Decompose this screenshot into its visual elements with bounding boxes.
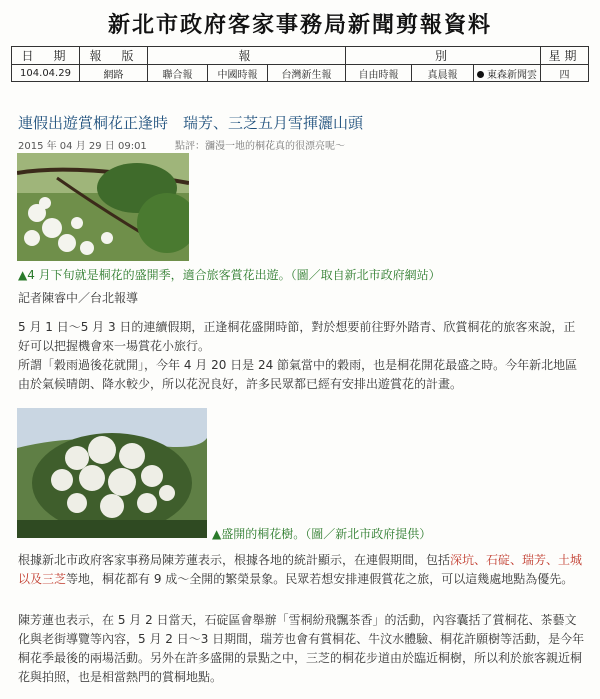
selected-paper: 東森新聞雲: [487, 69, 537, 81]
paragraph: 陳芳蓮也表示，在 5 月 2 日當天，石碇區會舉辦「雪桐紛飛飄茶香」的活動，內容囊括了賞桐花、茶藝文化與老街導覽等內容，5 月 2 日～3 日期間，瑞芳也會有賞桐花、牛汶水體驗、桐花許願樹等活動，是今年桐花季最後的兩場活動。另外在許多盛開的景點之中，三芝的桐花步道由於臨近桐樹，所以利於旅客親近桐花與拍照，也是相當熱門的賞桐地點。: [18, 613, 585, 684]
paper-option-selected: [474, 65, 541, 82]
selected-dot-icon: [477, 71, 484, 78]
paper-option: 台灣新生報: [268, 65, 346, 82]
edition-label: 報 版: [80, 47, 148, 65]
article-headline: 連假出遊賞桐花正逢時 瑞芳、三芝五月雪揮灑山頭: [18, 114, 364, 132]
weekday-label: 星期: [541, 47, 589, 65]
paper-label-2: 別: [346, 47, 541, 65]
paragraph: 5 月 1 日～5 月 3 日的連續假期，正逢桐花盛開時節，對於想要前往野外踏青、欣賞桐花的旅客來說，正好可以把握機會來一場賞花小旅行。: [18, 320, 576, 353]
paper-option: 中國時報: [208, 65, 268, 82]
document-title: 新北市政府客家事務局新聞剪報資料: [107, 12, 492, 38]
date-value: 104.04.29: [12, 65, 80, 82]
paper-option: 聯合報: [148, 65, 208, 82]
clipping-info-table: [11, 46, 589, 82]
article-comment: 點評：瀰漫一地的桐花真的很漂亮呢～: [175, 141, 345, 152]
paper-option: 自由時報: [346, 65, 412, 82]
article-timestamp: 2015 年 04 月 29 日 09:01: [18, 141, 147, 152]
date-label: 日 期: [12, 47, 80, 65]
paragraph: 根據新北市政府客家事務局陳芳蓮表示，根據各地的統計顯示，在連假期間，包括深坑、石碇、瑞芳、土城以及三芝等地，桐花都有 9 成～全開的繁榮景象。民眾若想安排連假賞花之旅，可以這幾處地點為優先。: [18, 553, 583, 586]
paper-label: 報: [148, 47, 346, 65]
tung-tree-photo: [17, 408, 207, 538]
photo-caption: ▲4 月下旬就是桐花的盛開季，適合旅客賞花出遊。（圖／取自新北市政府網站）: [18, 268, 441, 282]
tung-blossom-photo: [17, 153, 189, 261]
paper-option: 真晨報: [412, 65, 474, 82]
edition-value: 網路: [80, 65, 148, 82]
byline: 記者陳睿中／台北報導: [18, 291, 139, 305]
highlighted-locations: 深坑、石碇、瑞芳、土城以及三芝: [18, 553, 583, 586]
photo-caption: ▲盛開的桐花樹。（圖／新北市政府提供）: [212, 527, 432, 541]
paragraph: 所謂「穀雨過後花就開」，今年 4 月 20 日是 24 節氣當中的穀雨，也是桐花開花最盛之時。今年新北地區由於氣候晴朗、降水較少，所以花況良好，許多民眾都已經有安排出遊賞花的計畫。: [18, 358, 578, 391]
weekday-value: 四: [541, 65, 589, 82]
